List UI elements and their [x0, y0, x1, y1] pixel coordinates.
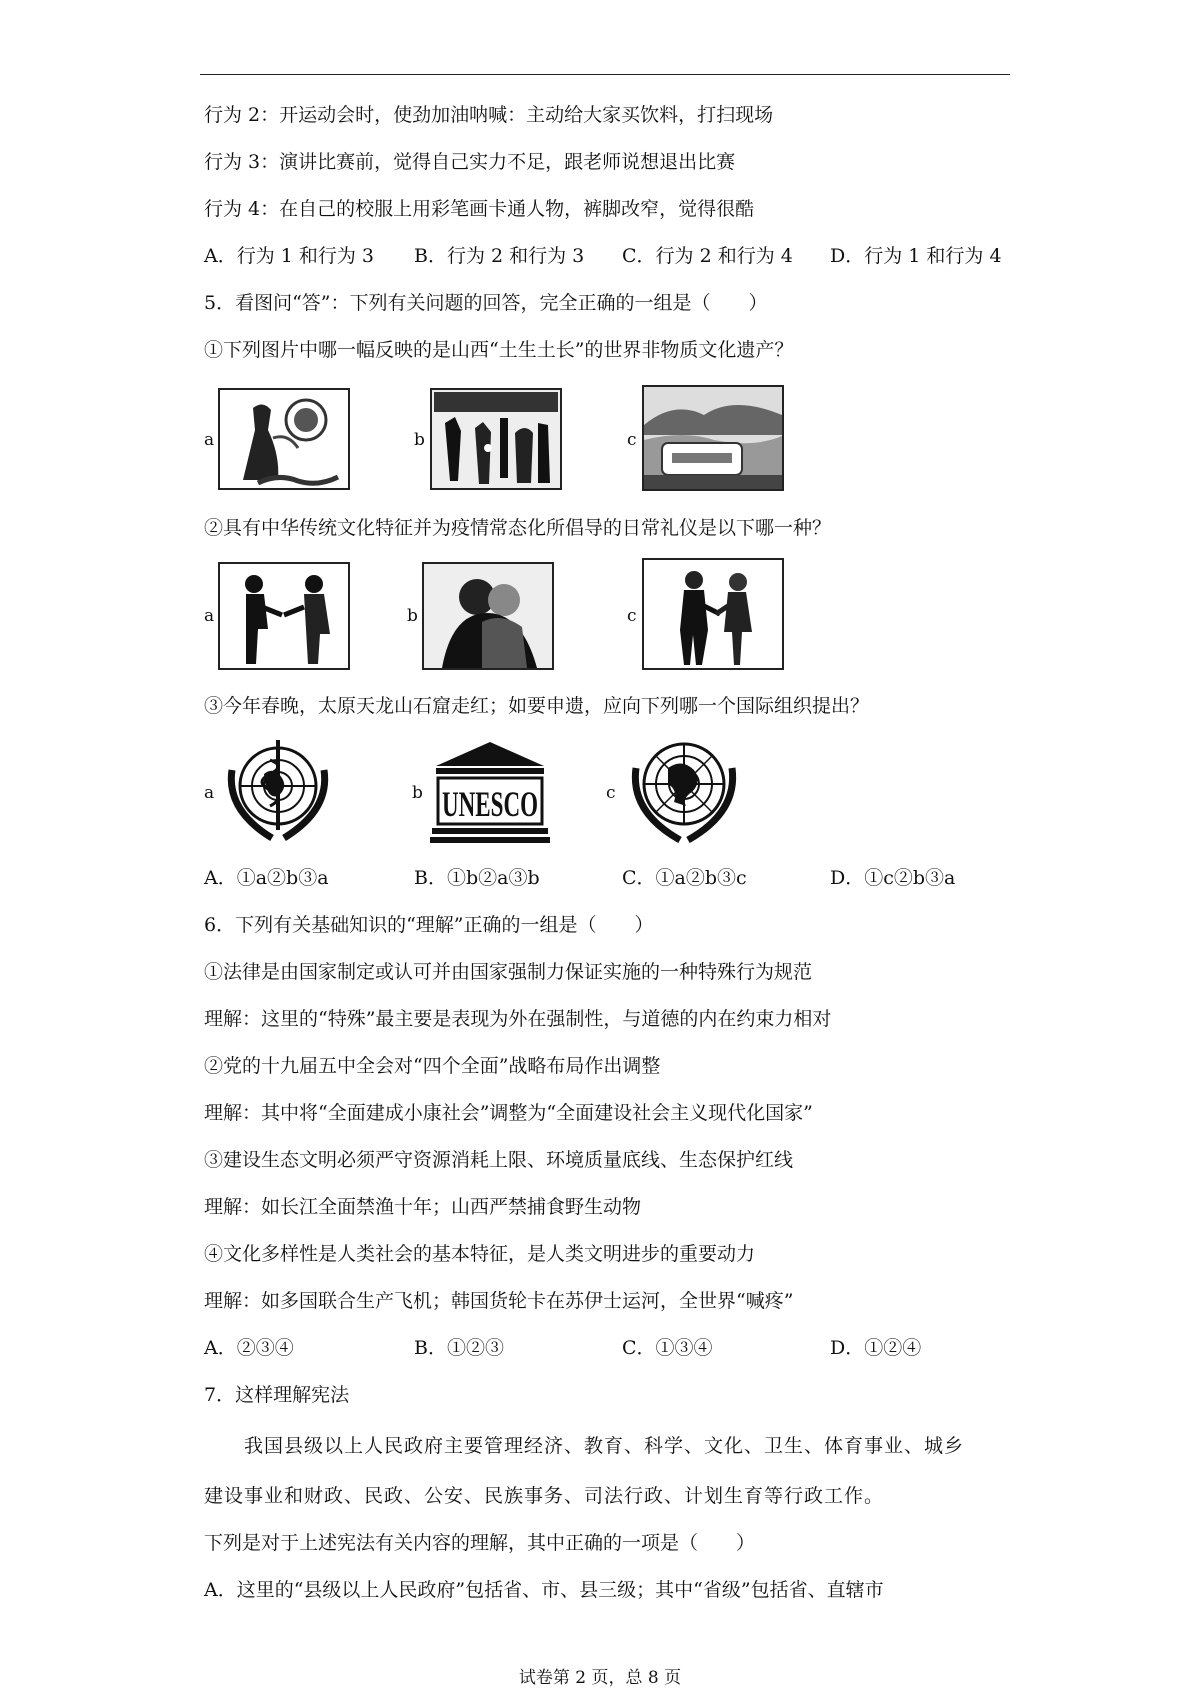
q6-understanding-2: 理解：其中将“全面建成小康社会”调整为“全面建设社会主义现代化国家” [204, 1102, 813, 1124]
q6-understanding-1: 理解：这里的“特殊”最主要是表现为外在强制性，与道德的内在约束力相对 [204, 1008, 832, 1030]
q5-option-a: A．①a②b③a [204, 867, 329, 889]
q5-option-b: B．①b②a③b [414, 867, 540, 889]
q5-option-c: C．①a②b③c [622, 867, 747, 889]
row1-label-b: b [414, 430, 425, 450]
q6-statement-3: ③建设生态文明必须严守资源消耗上限、环境质量底线、生态保护红线 [204, 1149, 794, 1171]
shadow-puppet-picture [430, 388, 562, 490]
q6-option-d: D．①②④ [830, 1337, 922, 1359]
q4-option-b: B．行为 2 和行为 3 [414, 245, 585, 267]
q7-quote-line-1: 我国县级以上人民政府主要管理经济、教育、科学、文化、卫生、体育事业、城乡 [244, 1435, 965, 1457]
row2-label-c: c [627, 606, 637, 626]
landscape-picture [642, 385, 784, 491]
q4-option-c: C．行为 2 和行为 4 [622, 245, 793, 267]
q5-sub2: ②具有中华传统文化特征并为疫情常态化所倡导的日常礼仪是以下哪一种？ [204, 517, 832, 539]
opera-figure-picture [218, 388, 350, 490]
row1-label-c: c [627, 430, 637, 450]
row3-label-b: b [412, 783, 423, 803]
unesco-logo-icon [430, 738, 550, 846]
q7-stem: 7．这样理解宪法 [204, 1384, 350, 1406]
q5-sub3: ③今年春晚，太原天龙山石窟走红；如要申遗，应向下列哪一个国际组织提出？ [204, 695, 870, 717]
q6-option-b: B．①②③ [414, 1337, 504, 1359]
q5-option-d: D．①c②b③a [830, 867, 956, 889]
row1-label-a: a [204, 430, 215, 450]
q6-understanding-4: 理解：如多国联合生产飞机；韩国货轮卡在苏伊士运河，全世界“喊疼” [204, 1290, 794, 1312]
q7-option-a: A．这里的“县级以上人民政府”包括省、市、县三级；其中“省级”包括省、直辖市 [204, 1579, 884, 1601]
who-emblem-icon [218, 730, 338, 848]
q7-question: 下列是对于上述宪法有关内容的理解，其中正确的一项是（ ） [204, 1532, 756, 1554]
behavior-2-line: 行为 2：开运动会时，使劲加油呐喊：主动给大家买饮料，打扫现场 [204, 104, 774, 126]
row2-label-a: a [204, 606, 215, 626]
q4-option-a: A．行为 1 和行为 3 [204, 245, 375, 267]
bowing-gesture-picture [218, 562, 350, 670]
un-emblem-icon [622, 728, 746, 848]
row3-label-a: a [204, 783, 215, 803]
header-rule [200, 74, 1010, 75]
row3-label-c: c [606, 783, 616, 803]
page-footer: 试卷第 2 页，总 8 页 [518, 1668, 682, 1688]
hugging-picture [422, 562, 554, 670]
q7-quote-line-2: 建设事业和财政、民政、公安、民族事务、司法行政、计划生育等行政工作。 [204, 1485, 885, 1507]
q4-option-d: D．行为 1 和行为 4 [830, 245, 1002, 267]
behavior-4-line: 行为 4：在自己的校服上用彩笔画卡通人物，裤脚改窄，觉得很酷 [204, 198, 755, 220]
q6-statement-1: ①法律是由国家制定或认可并由国家强制力保证实施的一种特殊行为规范 [204, 961, 813, 983]
q5-sub1: ①下列图片中哪一幅反映的是山西“土生土长”的世界非物质文化遗产？ [204, 339, 794, 361]
q6-stem: 6．下列有关基础知识的“理解”正确的一组是（ ） [204, 914, 654, 936]
q6-statement-2: ②党的十九届五中全会对“四个全面”战略布局作出调整 [204, 1055, 661, 1077]
behavior-3-line: 行为 3：演讲比赛前，觉得自己实力不足，跟老师说想退出比赛 [204, 151, 736, 173]
q6-statement-4: ④文化多样性是人类社会的基本特征，是人类文明进步的重要动力 [204, 1243, 756, 1265]
row2-label-b: b [407, 606, 418, 626]
unesco-logo-text: UNESCO [442, 784, 538, 824]
q5-stem: 5．看图问“答”：下列有关问题的回答，完全正确的一组是（ ） [204, 292, 768, 314]
handshake-picture [642, 558, 784, 670]
q6-option-a: A．②③④ [204, 1337, 294, 1359]
q6-understanding-3: 理解：如长江全面禁渔十年；山西严禁捕食野生动物 [204, 1196, 642, 1218]
q6-option-c: C．①③④ [622, 1337, 713, 1359]
